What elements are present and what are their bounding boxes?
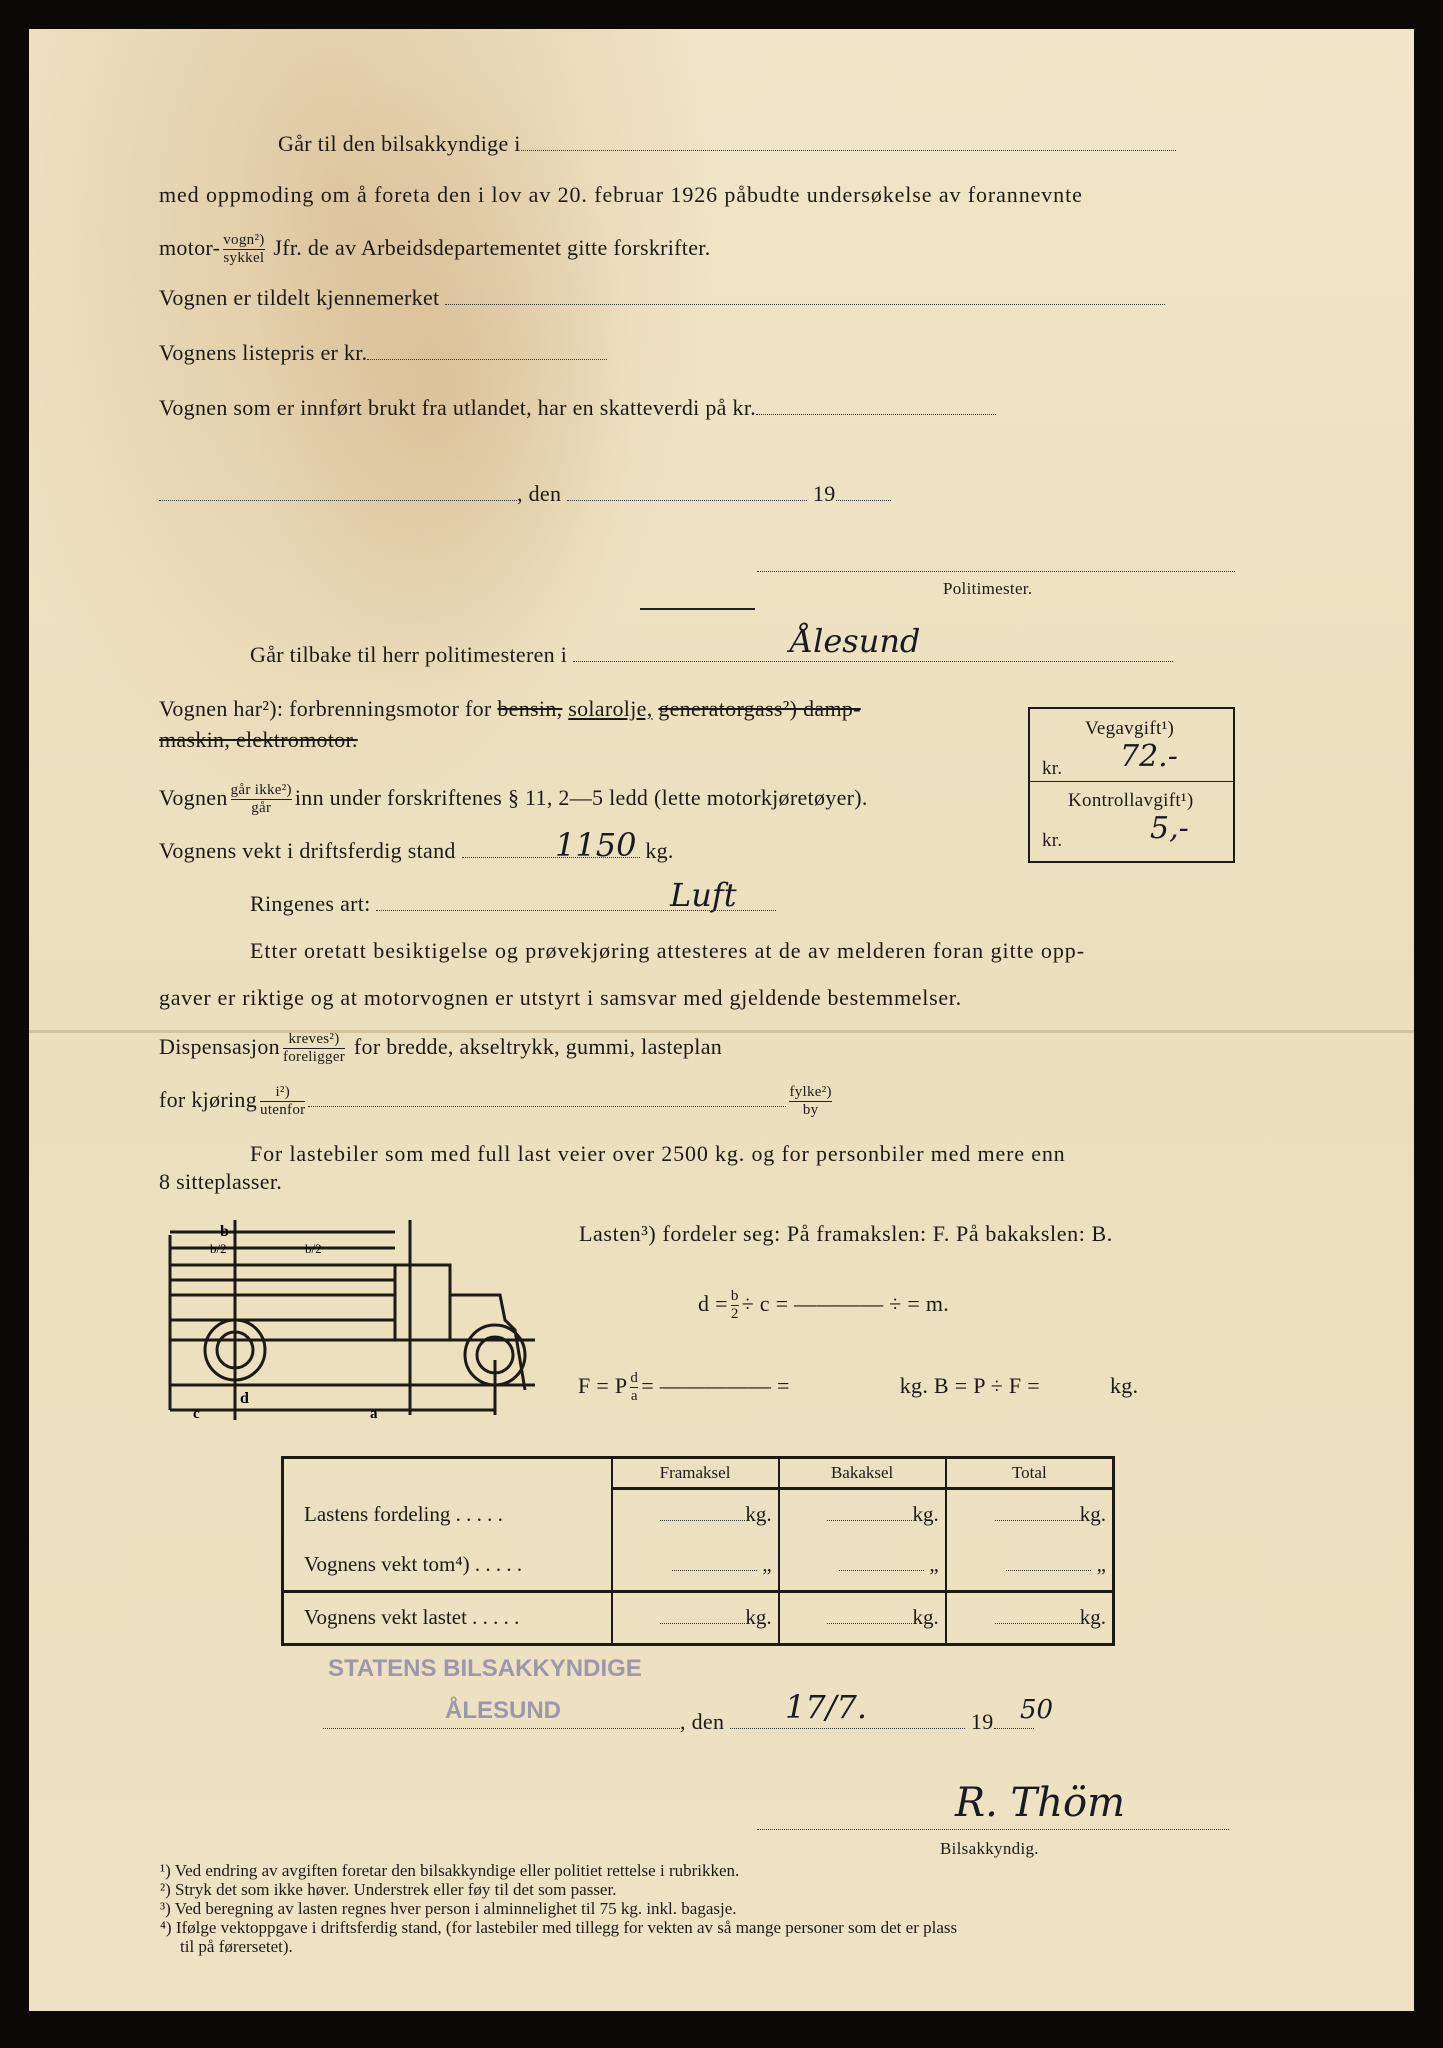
table-cell — [612, 1540, 779, 1591]
gaar-line — [159, 782, 868, 818]
footnote-1: ¹) Ved endring av avgiften foretar den bilsakkyndige eller politiet rettelse i rubrikken. — [160, 1861, 740, 1880]
table-row — [283, 1540, 1114, 1591]
label-d: d — [240, 1390, 249, 1407]
footnote-2: ²) Stryk det som ikke høver. Understrek eller føy til det som passer. — [160, 1880, 617, 1899]
blank-field — [323, 1727, 680, 1729]
table-cell — [612, 1591, 779, 1645]
blank-field — [827, 1519, 912, 1521]
blank-field — [567, 499, 807, 501]
kjoring-line — [159, 1084, 835, 1120]
frac-top: fylke²) — [789, 1084, 831, 1102]
row-label: Vognens vekt tom⁴) . . . . . — [283, 1540, 612, 1591]
table-cell — [946, 1591, 1114, 1645]
gaar-prefix: Vognen — [159, 784, 228, 810]
year-label: 19 — [970, 1709, 994, 1734]
politimester-label: Politimester. — [943, 579, 1033, 598]
formula-part: kg. B = P ÷ F = — [899, 1372, 1040, 1398]
frac-bottom: 2 — [730, 1306, 739, 1323]
attest-line-2: gaver er riktige og at motorvognen er utstyrt i samsvar med gjeldende bestemmelser. — [159, 985, 962, 1010]
unit: kg. — [745, 1502, 772, 1527]
blank-field — [672, 1569, 757, 1571]
request-text: med oppmoding om å foreta den i lov av 20. februar 1926 påbudte undersøkelse av forannevnte — [159, 182, 1083, 207]
blank-field — [660, 1519, 745, 1521]
blank-field — [1006, 1569, 1091, 1571]
header-cell: Bakaksel — [779, 1458, 946, 1489]
blank-field — [445, 303, 1165, 305]
frac-bottom: går — [251, 800, 272, 817]
kontrollavgift-value: 5,- — [1150, 811, 1189, 846]
handwritten-place: Ålesund — [790, 622, 921, 660]
frac-top: vogn²) — [223, 232, 264, 250]
truck-diagram — [165, 1220, 545, 1430]
label-a: a — [370, 1406, 378, 1422]
d-over-a — [630, 1370, 638, 1406]
signature-line — [757, 570, 1235, 572]
lastebiler-line-1: For lastebiler som med full last veier over 2500 kg. og for personbiler med mere enn — [250, 1141, 1066, 1166]
unit: „ — [1096, 1552, 1106, 1577]
formula-part: = ————— = — [641, 1372, 790, 1398]
stamp-line-2: ÅLESUND — [445, 1697, 562, 1724]
vekt-unit: kg. — [645, 838, 674, 863]
attest-line-1: Etter oretatt besiktigelse og prøvekjøring attesteres at de av melderen foran gitte opp- — [250, 938, 1085, 963]
disp-fraction — [283, 1031, 345, 1067]
blank-field — [308, 1105, 786, 1107]
table-cell — [779, 1591, 946, 1645]
load-table — [281, 1456, 1115, 1646]
b-over-2 — [731, 1288, 739, 1324]
unit: „ — [929, 1552, 939, 1577]
unit: „ — [762, 1552, 772, 1577]
solarolje-option: solarolje, — [568, 696, 653, 721]
kr-label: kr. — [1042, 830, 1063, 851]
row-label: Vognens vekt lastet . . . . . — [283, 1591, 612, 1645]
blank-field — [756, 413, 996, 415]
motor-type-line — [159, 698, 861, 720]
blank-field — [839, 1569, 924, 1571]
label-b: b — [220, 1223, 229, 1240]
signature-line — [757, 1828, 1229, 1830]
handwritten-tyre-type: Luft — [670, 876, 737, 914]
vekt-label: Vognens vekt i driftsferdig stand — [159, 838, 456, 863]
disp-prefix: Dispensasjon — [159, 1033, 280, 1059]
den-label: , den — [517, 481, 562, 506]
table-cell — [612, 1489, 779, 1540]
kjennemerke-line — [159, 287, 1165, 309]
blank-field — [836, 499, 891, 501]
date-line — [159, 483, 891, 505]
label-b-half: b/2 — [305, 1241, 322, 1256]
stamp-line-1: STATENS BILSAKKYNDIGE — [328, 1655, 642, 1682]
vegavgift-value: 72.- — [1120, 739, 1178, 774]
gaar-suffix: inn under forskriftenes § 11, 2—5 ledd (lette motorkjøretøyer). — [294, 784, 868, 810]
signoff-date-line — [323, 1711, 1034, 1733]
frac-top: b — [731, 1288, 739, 1306]
unit: kg. — [912, 1502, 939, 1527]
blank-field — [573, 660, 1173, 662]
skatteverdi-line — [159, 397, 996, 419]
signature: R. Thöm — [955, 1780, 1125, 1826]
motor-suffix: Jfr. de av Arbeidsdepartementet gitte forskrifter. — [273, 234, 711, 260]
blank-field — [159, 499, 517, 501]
dispensasjon-line — [159, 1031, 722, 1067]
kr-label: kr. — [1042, 758, 1063, 779]
formula-part: ÷ c = ———— ÷ = m. — [741, 1290, 950, 1316]
skatteverdi-label: Vognen som er innført brukt fra utlandet, har en skatteverdi på kr. — [159, 395, 757, 420]
disp-suffix: for bredde, akseltrykk, gummi, lasteplan — [353, 1033, 723, 1059]
blank-field — [660, 1622, 745, 1624]
divider — [640, 608, 755, 610]
blank-field — [730, 1727, 965, 1729]
gaar-fraction — [231, 782, 292, 818]
bilsakkyndig-label: Bilsakkyndig. — [940, 1839, 1039, 1858]
blank-field — [521, 149, 1176, 151]
lasten-line: Lasten³) fordeler seg: På framakslen: F. På bakakslen: B. — [579, 1221, 1113, 1246]
divider — [1030, 781, 1233, 782]
label-b-half: b/2 — [210, 1241, 227, 1256]
d-formula — [698, 1288, 949, 1324]
table-cell — [779, 1540, 946, 1591]
vegavgift-label: Vegavgift¹) — [1085, 718, 1175, 739]
blank-field — [367, 358, 607, 360]
header-cell: Total — [946, 1458, 1114, 1489]
motor-fraction — [223, 232, 264, 268]
table-row — [283, 1591, 1114, 1645]
handwritten-weight: 1150 — [555, 826, 637, 864]
return-label: Går tilbake til herr politimesteren i — [250, 642, 568, 667]
blank-field — [995, 1519, 1080, 1521]
motor-line — [159, 232, 711, 268]
frac-bottom: utenfor — [260, 1102, 306, 1119]
footnote-4: ⁴) Ifølge vektoppgave i driftsferdig stand, (for lastebiler med tillegg for vekten av så mange personer som det er plass — [160, 1918, 958, 1937]
frac-top: kreves²) — [283, 1031, 345, 1049]
unit: kg. — [1079, 1605, 1106, 1630]
formula-part: kg. — [1109, 1372, 1139, 1398]
maskin-option: maskin, elektromotor. — [159, 727, 358, 752]
kjoring-prefix: for kjøring — [159, 1086, 258, 1112]
frac-top: går ikke²) — [231, 782, 292, 800]
return-line — [250, 644, 1173, 666]
den-label: , den — [680, 1709, 725, 1734]
unit: kg. — [912, 1605, 939, 1630]
listepris-line — [159, 342, 607, 364]
table-cell — [779, 1489, 946, 1540]
motor-prefix: motor- — [159, 234, 221, 260]
frac-top: d — [630, 1370, 638, 1388]
handwritten-date: 17/7. — [785, 1688, 868, 1726]
footnote-4-cont: til på førersetet). — [180, 1937, 293, 1956]
header-cell: Framaksel — [612, 1458, 779, 1489]
table-cell — [946, 1540, 1114, 1591]
motor-type-label: Vognen har²): forbrenningsmotor for — [159, 696, 492, 721]
forward-line — [278, 133, 1176, 155]
header-cell — [283, 1458, 612, 1489]
kjennemerke-label: Vognen er tildelt kjennemerket — [159, 285, 440, 310]
frac-bottom: foreligger — [282, 1049, 346, 1066]
fylke-fraction — [789, 1084, 831, 1120]
fee-box — [1028, 707, 1235, 863]
lastebiler-line-2: 8 sitteplasser. — [159, 1169, 283, 1194]
unit: kg. — [1079, 1502, 1106, 1527]
formula-part: d = — [698, 1290, 728, 1316]
kontrollavgift-label: Kontrollavgift¹) — [1068, 790, 1194, 811]
blank-field — [827, 1622, 912, 1624]
handwritten-year: 50 — [1020, 1695, 1054, 1725]
table-cell — [946, 1489, 1114, 1540]
row-label: Lastens fordeling . . . . . — [283, 1489, 612, 1540]
listepris-label: Vognens listepris er kr. — [159, 340, 368, 365]
formula-part: F = P — [578, 1372, 628, 1398]
year-label: 19 — [812, 481, 836, 506]
kjoring-fraction — [260, 1084, 305, 1120]
table-header-row — [283, 1458, 1114, 1489]
blank-field — [994, 1727, 1034, 1729]
frac-bottom: sykkel — [223, 250, 265, 267]
blank-field — [995, 1622, 1080, 1624]
table-row — [283, 1489, 1114, 1540]
frac-bottom: by — [802, 1102, 819, 1119]
frac-bottom: a — [630, 1388, 638, 1405]
bensin-option: bensin, — [497, 696, 563, 721]
frac-top: i²) — [260, 1084, 305, 1102]
ringer-label: Ringenes art: — [250, 891, 371, 916]
unit: kg. — [745, 1605, 772, 1630]
forward-label: Går til den bilsakkyndige i — [278, 131, 521, 156]
generatorgass-option: generatorgass²) damp- — [658, 696, 861, 721]
footnote-3: ³) Ved beregning av lasten regnes hver person i alminnelighet til 75 kg. inkl. bagasje. — [160, 1899, 737, 1918]
f-formula — [578, 1370, 1138, 1406]
label-c: c — [193, 1406, 200, 1422]
